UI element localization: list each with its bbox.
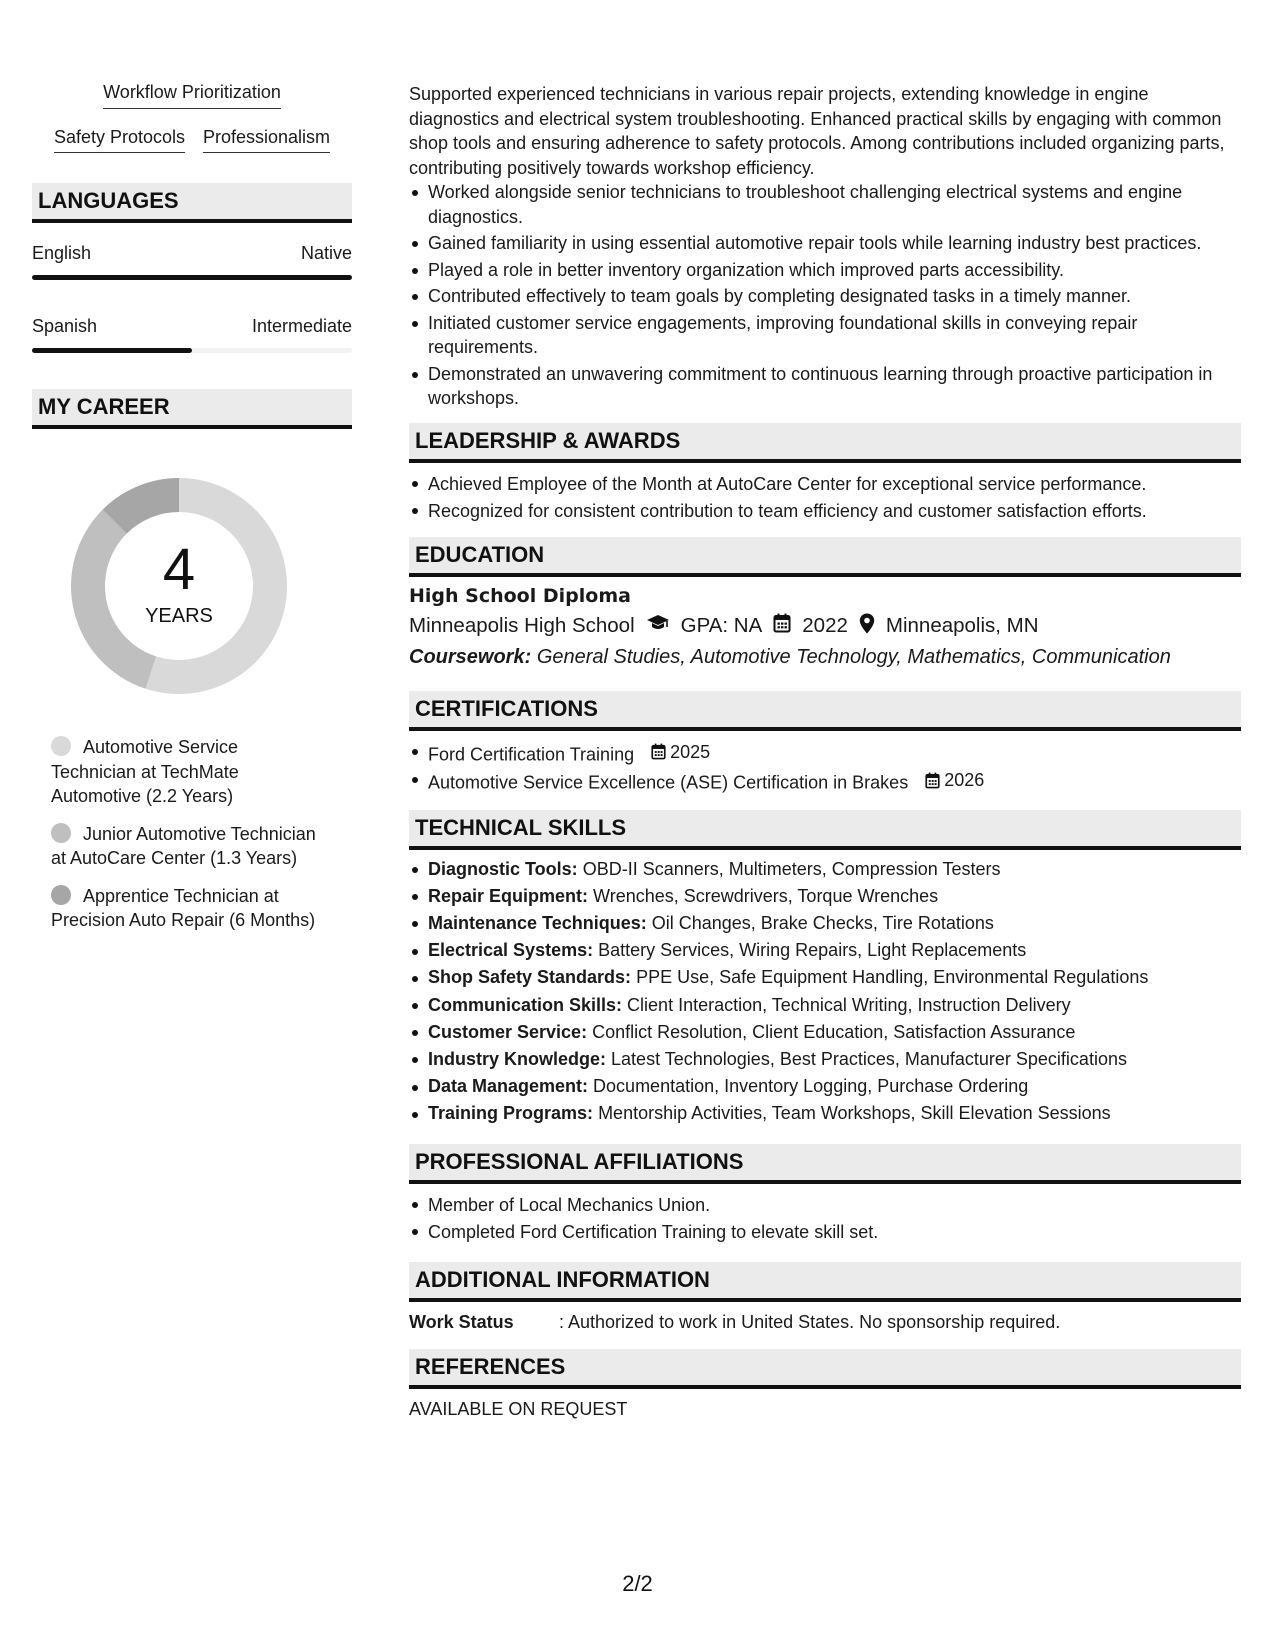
skill-value: Wrenches, Screwdrivers, Torque Wrenches bbox=[593, 885, 939, 906]
career-total-unit: YEARS bbox=[145, 604, 213, 627]
technical-skills-list bbox=[409, 856, 1241, 1128]
list-item: Worked alongside senior technicians to troubleshoot challenging electrical systems and engine diagnostics. bbox=[409, 180, 1241, 229]
right-column bbox=[409, 82, 1241, 1420]
skill-tag: Professionalism bbox=[203, 127, 330, 154]
additional-info-value: : Authorized to work in United States. No sponsorship required. bbox=[559, 1311, 1061, 1332]
list-item: Initiated customer service engagements, improving foundational skills in conveying repair requirements. bbox=[409, 311, 1241, 360]
skill-label: Diagnostic Tools: bbox=[428, 858, 578, 879]
skill-value: Latest Technologies, Best Practices, Manufacturer Specifications bbox=[611, 1048, 1127, 1069]
awards-list bbox=[409, 471, 1241, 525]
additional-info-heading: ADDITIONAL INFORMATION bbox=[409, 1262, 1241, 1302]
skill-label: Industry Knowledge: bbox=[428, 1048, 607, 1069]
language-name: Spanish bbox=[32, 316, 98, 337]
legend-label: Apprentice Technician at Precision Auto Repair (6 Months) bbox=[51, 885, 316, 931]
list-item: Recognized for consistent contribution to team efficiency and customer satisfaction efforts. bbox=[409, 498, 1241, 525]
legend-dot bbox=[51, 736, 71, 756]
skill-value: Documentation, Inventory Logging, Purchase Ordering bbox=[593, 1076, 1029, 1097]
list-item bbox=[409, 1046, 1241, 1073]
certification-year: 2025 bbox=[670, 741, 711, 762]
legend-dot bbox=[51, 823, 71, 843]
list-item bbox=[409, 1073, 1241, 1100]
certification-name: Ford Certification Training bbox=[428, 744, 635, 764]
certification-name: Automotive Service Excellence (ASE) Certification in Brakes bbox=[428, 772, 909, 793]
list-item: Gained familiarity in using essential automotive repair tools while learning industry best practices. bbox=[409, 231, 1241, 256]
certifications-heading: CERTIFICATIONS bbox=[409, 691, 1241, 731]
career-total-number: 4 bbox=[162, 536, 196, 602]
language-proficiency-fill bbox=[32, 348, 192, 353]
language-item bbox=[32, 316, 352, 353]
skill-tags bbox=[32, 82, 352, 153]
skill-label: Customer Service: bbox=[428, 1021, 588, 1042]
legend-dot bbox=[51, 885, 71, 905]
skill-value: Oil Changes, Brake Checks, Tire Rotations bbox=[651, 912, 994, 933]
list-item bbox=[409, 883, 1241, 910]
career-legend-item bbox=[51, 735, 321, 809]
certifications-list bbox=[409, 739, 1241, 796]
calendar-icon bbox=[773, 613, 791, 639]
affiliations-list bbox=[409, 1192, 1241, 1246]
skill-tag: Workflow Prioritization bbox=[103, 82, 281, 109]
skill-label: Communication Skills: bbox=[428, 994, 623, 1015]
additional-info-row bbox=[409, 1312, 1241, 1333]
map-pin-icon bbox=[859, 613, 875, 640]
list-item bbox=[409, 767, 1241, 796]
education-school: Minneapolis High School bbox=[409, 614, 635, 637]
experience-summary: Supported experienced technicians in various repair projects, extending knowledge in engine diagnostics and electrical system troubleshooting. Enhanced practical skills by engaging with common shop tools and ensuring adherence to safety protocols. Among contributions included organizing parts, contributing positively towards workshop efficiency. bbox=[409, 84, 1225, 178]
career-heading: MY CAREER bbox=[32, 389, 352, 429]
list-item: Member of Local Mechanics Union. bbox=[409, 1192, 1241, 1219]
additional-info-key: Work Status bbox=[409, 1311, 514, 1332]
legend-label: Junior Automotive Technician at AutoCare Center (1.3 Years) bbox=[51, 823, 316, 869]
career-legend bbox=[32, 735, 352, 933]
calendar-icon bbox=[651, 743, 666, 760]
references-heading: REFERENCES bbox=[409, 1349, 1241, 1389]
technical-skills-heading: TECHNICAL SKILLS bbox=[409, 810, 1241, 850]
education-gpa: GPA: NA bbox=[680, 614, 763, 637]
list-item bbox=[409, 1019, 1241, 1046]
certification-date bbox=[651, 739, 710, 765]
education-heading: EDUCATION bbox=[409, 537, 1241, 577]
skill-label: Electrical Systems: bbox=[428, 940, 594, 961]
left-column bbox=[32, 82, 352, 946]
skill-value: Client Interaction, Technical Writing, Instruction Delivery bbox=[627, 994, 1071, 1015]
language-item bbox=[32, 243, 352, 280]
list-item bbox=[409, 1100, 1241, 1127]
list-item bbox=[409, 992, 1241, 1019]
list-item bbox=[409, 910, 1241, 937]
list-item bbox=[409, 964, 1241, 991]
skill-label: Shop Safety Standards: bbox=[428, 967, 632, 988]
education-location: Minneapolis, MN bbox=[885, 614, 1039, 637]
skill-label: Training Programs: bbox=[428, 1103, 594, 1124]
career-donut-chart bbox=[64, 471, 294, 701]
experience-bullets bbox=[409, 180, 1241, 411]
language-level: Native bbox=[300, 243, 352, 264]
skill-value: Mentorship Activities, Team Workshops, Skill Elevation Sessions bbox=[598, 1103, 1111, 1124]
education-details bbox=[409, 613, 1241, 640]
list-item: Achieved Employee of the Month at AutoCare Center for exceptional service performance. bbox=[409, 471, 1241, 498]
skill-value: PPE Use, Safe Equipment Handling, Environmental Regulations bbox=[636, 967, 1149, 988]
list-item bbox=[409, 739, 1241, 768]
list-item: Demonstrated an unwavering commitment to continuous learning through proactive participation in workshops. bbox=[409, 362, 1241, 411]
graduation-cap-icon bbox=[646, 614, 670, 638]
skill-label: Repair Equipment: bbox=[428, 885, 589, 906]
languages-heading: LANGUAGES bbox=[32, 183, 352, 223]
list-item: Completed Ford Certification Training to elevate skill set. bbox=[409, 1219, 1241, 1246]
career-legend-item bbox=[51, 822, 321, 871]
language-name: English bbox=[32, 243, 92, 264]
references-text: AVAILABLE ON REQUEST bbox=[409, 1398, 628, 1419]
language-level: Intermediate bbox=[251, 316, 352, 337]
language-proficiency-bar bbox=[32, 348, 352, 353]
education-coursework bbox=[409, 646, 1241, 669]
list-item bbox=[409, 937, 1241, 964]
skill-tag-row bbox=[32, 127, 352, 154]
education-year: 2022 bbox=[802, 614, 848, 637]
affiliations-heading: PROFESSIONAL AFFILIATIONS bbox=[409, 1144, 1241, 1184]
skill-tag: Safety Protocols bbox=[54, 127, 185, 154]
skill-label: Data Management: bbox=[428, 1076, 589, 1097]
certification-date bbox=[925, 767, 984, 793]
donut-center-label bbox=[64, 471, 294, 701]
list-item: Played a role in better inventory organization which improved parts accessibility. bbox=[409, 258, 1241, 283]
page-number: 2/2 bbox=[622, 1571, 653, 1596]
certification-year: 2026 bbox=[944, 770, 985, 790]
awards-heading: LEADERSHIP & AWARDS bbox=[409, 423, 1241, 463]
language-proficiency-fill bbox=[32, 275, 352, 280]
skill-value: Conflict Resolution, Client Education, Satisfaction Assurance bbox=[592, 1021, 1076, 1042]
skill-tag-row bbox=[32, 82, 352, 109]
skill-value: Battery Services, Wiring Repairs, Light Replacements bbox=[598, 940, 1027, 961]
education-degree: High School Diploma bbox=[409, 584, 631, 607]
coursework-label: Coursework: bbox=[409, 645, 532, 668]
skill-value: OBD-II Scanners, Multimeters, Compression Testers bbox=[582, 858, 1001, 879]
list-item: Contributed effectively to team goals by completing designated tasks in a timely manner. bbox=[409, 284, 1241, 309]
legend-label: Automotive Service Technician at TechMate Automotive (2.2 Years) bbox=[51, 737, 239, 807]
languages-list bbox=[32, 243, 352, 353]
language-proficiency-bar bbox=[32, 275, 352, 280]
calendar-icon bbox=[925, 772, 940, 789]
skill-label: Maintenance Techniques: bbox=[428, 912, 647, 933]
coursework-value: General Studies, Automotive Technology, Mathematics, Communication bbox=[536, 645, 1171, 668]
list-item bbox=[409, 856, 1241, 883]
career-legend-item bbox=[51, 884, 321, 933]
education-entry bbox=[409, 585, 1241, 669]
